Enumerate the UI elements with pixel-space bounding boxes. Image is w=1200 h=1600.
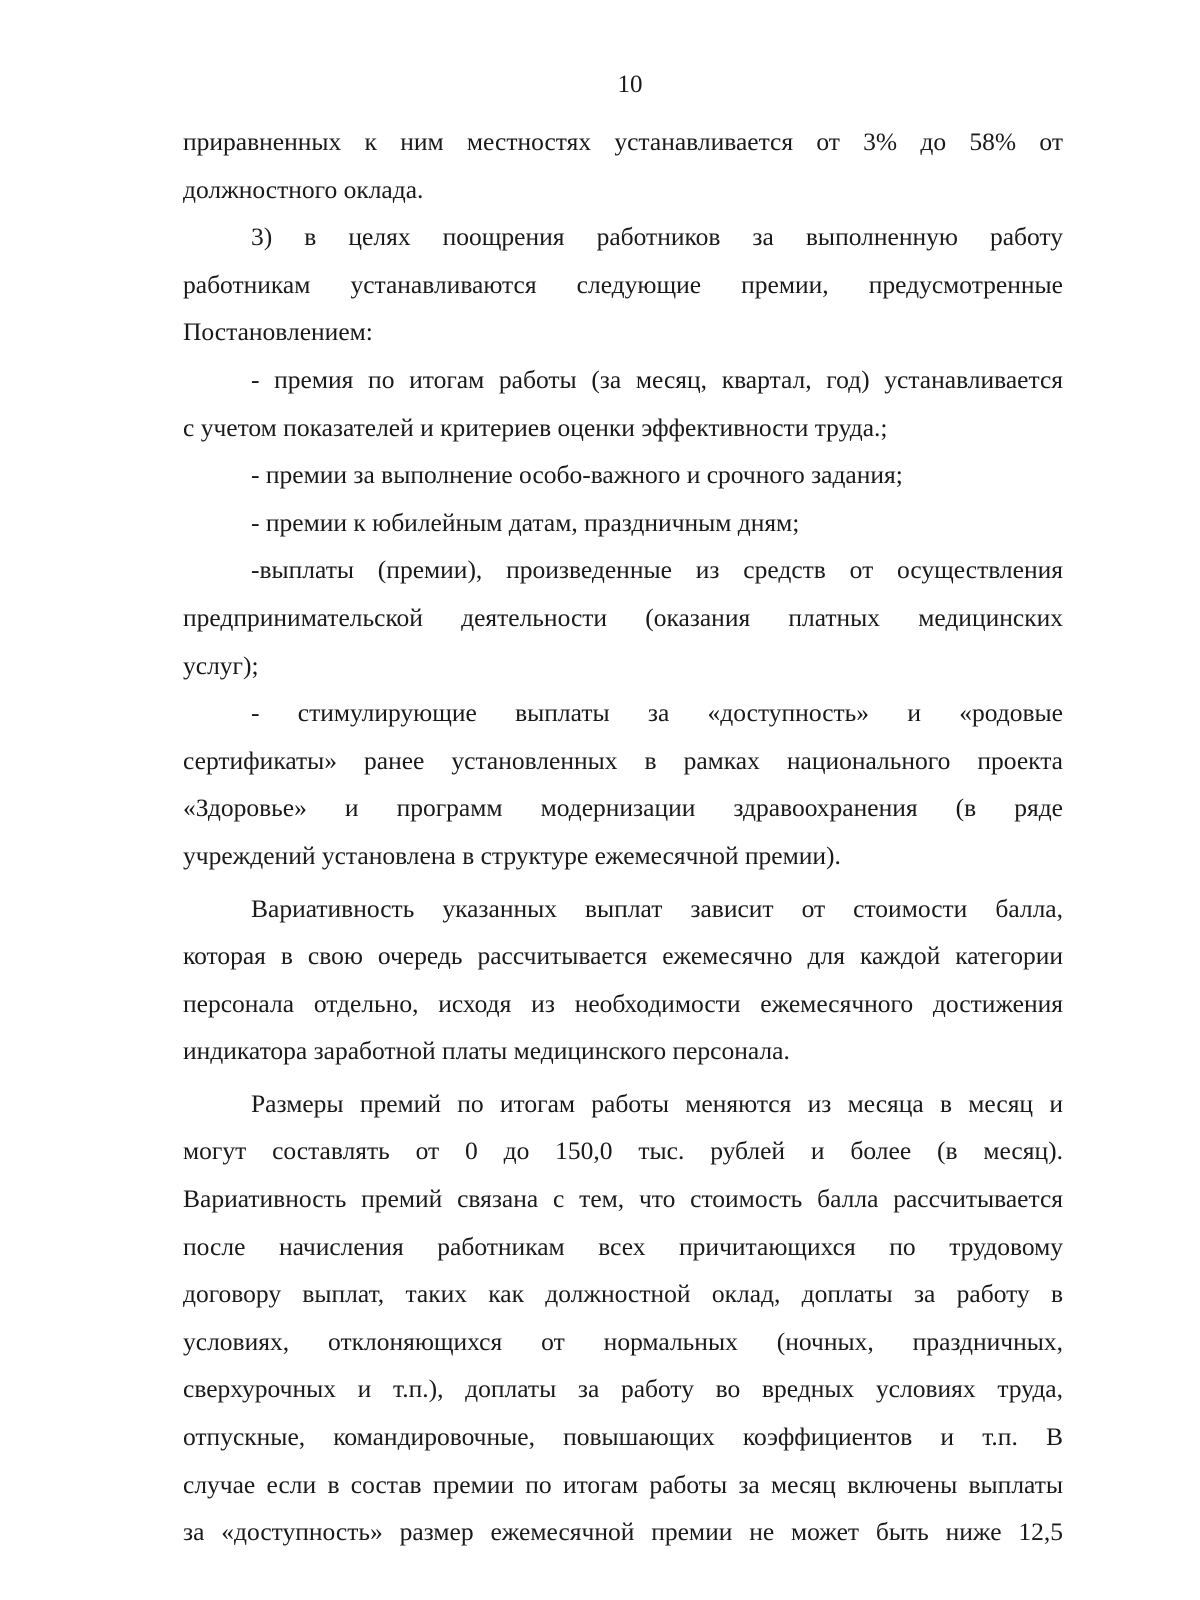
text-line: работникам устанавливаются следующие премии, предусмотренные [183, 269, 1063, 299]
text-line: сверхурочных и т.п.), доплаты за работу во вредных условиях труда, [183, 1374, 1063, 1404]
text-line: могут составлять от 0 до 150,0 тыс. рублей и более (в месяц). [183, 1136, 1063, 1166]
text-line: сертификаты» ранее установленных в рамках национального проекта [183, 745, 1063, 775]
text-line: за «доступность» размер ежемесячной премии не может быть ниже 12,5 [183, 1517, 1063, 1547]
text-line: -выплаты (премии), произведенные из средств от осуществления [251, 555, 1063, 585]
text-line: условиях, отклоняющихся от нормальных (ночных, праздничных, [183, 1326, 1063, 1356]
page-number: 10 [617, 71, 643, 98]
text-line: с учетом показателей и критериев оценки эффективности труда.; [183, 412, 888, 442]
text-line: учреждений установлена в структуре ежемесячной премии). [183, 840, 841, 870]
text-line: Вариативность указанных выплат зависит от стоимости балла, [251, 893, 1063, 923]
text-line: приравненных к ним местностях устанавливается от 3% до 58% от [183, 127, 1063, 156]
text-line: отпускные, командировочные, повышающих коэффициентов и т.п. В [183, 1422, 1063, 1452]
text-line: - премии к юбилейным датам, праздничным дням; [251, 507, 800, 537]
text-line: после начисления работникам всех причитающихся по трудовому [183, 1231, 1063, 1261]
text-line: предпринимательской деятельности (оказания платных медицинских [183, 602, 1063, 632]
text-line: договору выплат, таких как должностной оклад, доплаты за работу в [183, 1279, 1063, 1309]
text-line: услуг); [183, 650, 259, 680]
text-line: должностного оклада. [183, 174, 424, 204]
text-line: - премия по итогам работы (за месяц, квартал, год) устанавливается [251, 364, 1063, 394]
text-line: персонала отдельно, исходя из необходимости ежемесячного достижения [183, 988, 1063, 1018]
text-line: случае если в состав премии по итогам работы за месяц включены выплаты [183, 1469, 1063, 1499]
text-line: Постановлением: [183, 317, 373, 347]
document-body [183, 118, 1063, 1556]
text-line: Размеры премий по итогам работы меняются из месяца в месяц и [251, 1088, 1063, 1118]
text-line: - стимулирующие выплаты за «доступность» и «родовые [251, 698, 1063, 728]
text-line: - премии за выполнение особо-важного и срочного задания; [251, 460, 903, 490]
text-line: которая в свою очередь рассчитывается ежемесячно для каждой категории [183, 941, 1063, 971]
text-line: «Здоровье» и программ модернизации здравоохранения (в ряде [183, 793, 1063, 823]
text-line: Вариативность премий связана с тем, что стоимость балла рассчитывается [183, 1184, 1063, 1214]
text-line: 3) в целях поощрения работников за выполненную работу [251, 222, 1063, 252]
text-line: индикатора заработной платы медицинского персонала. [183, 1036, 790, 1066]
